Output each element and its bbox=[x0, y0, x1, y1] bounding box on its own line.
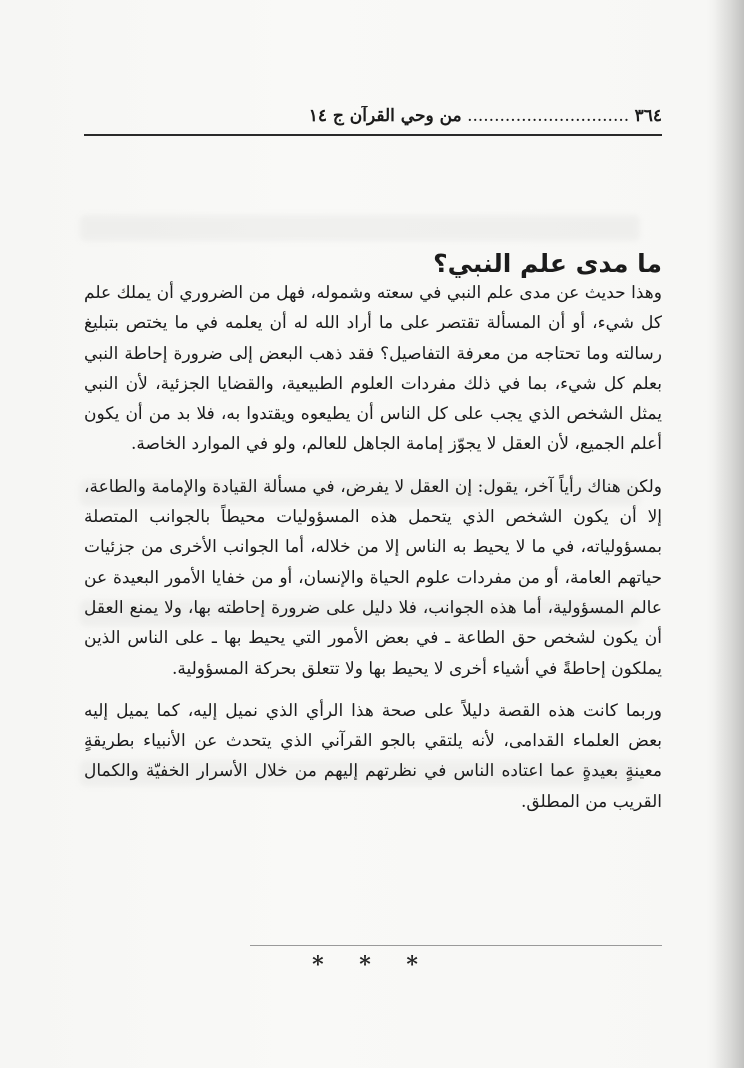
section-separator: * * * bbox=[312, 952, 432, 978]
paragraph: وهذا حديث عن مدى علم النبي في سعته وشموله، فهل من الضروري أن يملك علم كل شيء، أو أن المسألة تقتصر على ما أراد الله له أن يعلمه في ما يختص بتبليغ رسالته وما تحتاجه من معرفة التفاصيل؟ فقد ذهب البعض إلى ضرورة إحاطة النبي بعلم كل شيء، بما في ذلك مفردات العلوم الطبيعية، والقضايا الجزئية، لأن النبي يمثل الشخص الذي يجب على كل الناس أن يطيعوه ويقتدوا به، فلا بد من أن يكون أعلم الجميع، لأن العقل لا يجوّز إمامة الجاهل للعالم، ولو في الموارد الخاصة. bbox=[84, 283, 662, 455]
running-header bbox=[84, 106, 662, 134]
page-spine-shadow bbox=[714, 0, 744, 1068]
page-number: ٣٦٤ bbox=[634, 106, 662, 126]
header-dot-leader: .............................. bbox=[467, 106, 630, 126]
paragraph: وربما كانت هذه القصة دليلاً على صحة هذا الرأي الذي نميل إليه، كما يميل إليه بعض العلماء القدامى، لأنه يلتقي بالجو القرآني الذي يتحدث عن الأنبياء بطريقةٍ معينةٍ بعيدةٍ عما اعتاده الناس في نظرتهم إليهم من خلال الأسرار الخفيّة والكمال القريب من المطلق. bbox=[84, 700, 662, 812]
footnote-rule bbox=[250, 945, 662, 946]
paragraph: ولكن هناك رأياً آخر، يقول: إن العقل لا يفرض، في مسألة القيادة والإمامة والطاعة، إلا أن يكون الشخص الذي يتحمل هذه المسؤوليات محيطاً بالجوانب المتصلة بمسؤولياته، في ما لا يحيط به الناس إلا من خلاله، أما الجوانب الأخرى من جزئيات حياتهم العامة، أو من مفردات علوم الحياة والإنسان، أو من خفايا الأمور البعيدة عن عالم المسؤولية، أما هذه الجوانب، فلا دليل على ضرورة إحاطته بها، ولا يمنع العقل أن يكون لشخص حق الطاعة ـ في بعض الأمور التي يحيط بها ـ على الناس الذين يملكون إحاطةً في أشياء أخرى لا يحيط بها ولا تتعلق بحركة المسؤولية. bbox=[84, 476, 662, 679]
body-text bbox=[84, 278, 662, 817]
header-rule bbox=[84, 134, 662, 136]
section-heading: ما مدى علم النبي؟ bbox=[433, 249, 662, 278]
show-through-mark bbox=[80, 215, 640, 241]
book-title: من وحي القرآن ج ١٤ bbox=[308, 106, 462, 126]
